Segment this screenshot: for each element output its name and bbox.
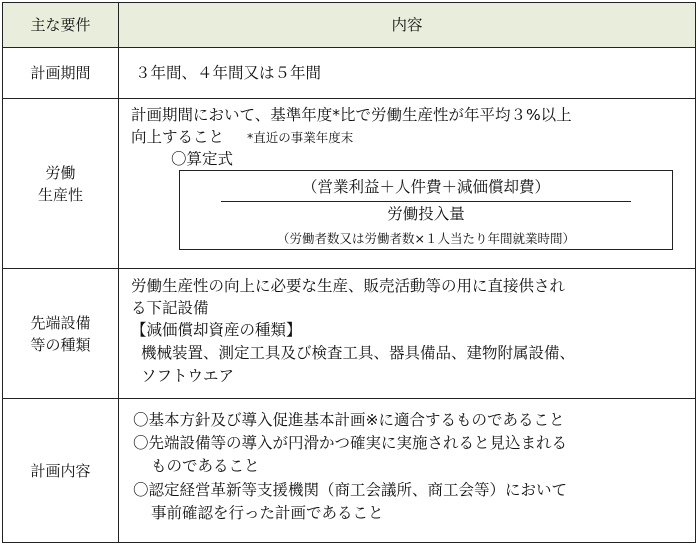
equipment-row [3,268,695,398]
equipment-line3: 【減価償却資産の種類】 [131,321,302,339]
productivity-label [3,99,119,268]
productivity-note: *直近の事業年度末 [246,130,354,145]
period-content-cell [119,48,695,98]
plan-line2: 〇先端設備等の導入が円滑かつ確実に実施されると見込まれる [133,434,568,452]
plan-line3: ものであること [151,457,260,475]
productivity-line2: 向上すること [131,128,225,146]
productivity-line2-wrap [131,126,353,149]
formula-title: 〇算定式 [171,150,234,168]
plan-content-cell [119,399,695,542]
plan-line5: 事前確認を行った計画であること [151,504,384,522]
requirements-table [2,2,696,543]
header-row [3,3,695,47]
plan-line1: 〇基本方針及び導入促進基本計画※に適合するものであること [133,411,565,429]
equipment-line2: る下記設備 [131,299,209,317]
productivity-content-cell [119,99,695,268]
equipment-content-cell [119,269,695,398]
productivity-row [3,98,695,268]
plan-label: 計画内容 [3,399,119,542]
equipment-label-line2: 等の種類 [30,335,91,354]
plan-row [3,398,695,542]
equipment-line5: ソフトウエア [141,367,235,385]
productivity-line1: 計画期間において、基準年度*比で労働生産性が年平均３%以上 [131,106,572,124]
equipment-line1: 労働生産性の向上に必要な生産、販売活動等の用に直接供され [131,277,566,295]
period-content: ３年間、４年間又は５年間 [135,64,322,82]
productivity-label-line2: 生産性 [37,185,83,204]
formula-denominator: 労働投入量 [387,205,465,223]
equipment-label [3,269,119,398]
formula-denominator-note: （労働者数又は労働者数×１人当たり年間就業時間） [277,231,575,246]
plan-line4: 〇認定経営革新等支援機関（商工会議所、商工会等）において [133,481,568,499]
equipment-line4: 機械装置、測定工具及び検査工具、器具備品、建物附属設備、 [141,344,576,362]
productivity-label-line1: 労働 [45,163,76,182]
equipment-label-line1: 先端設備 [30,313,91,332]
header-content-cell [119,3,695,47]
period-label: 計画期間 [3,48,119,98]
header-requirement: 主な要件 [3,3,119,47]
header-content: 内容 [391,16,423,34]
fraction-bar [221,201,631,202]
formula-numerator: （営業利益＋人件費＋減価償却費） [301,178,550,196]
period-row [3,47,695,98]
formula-box [179,170,673,250]
